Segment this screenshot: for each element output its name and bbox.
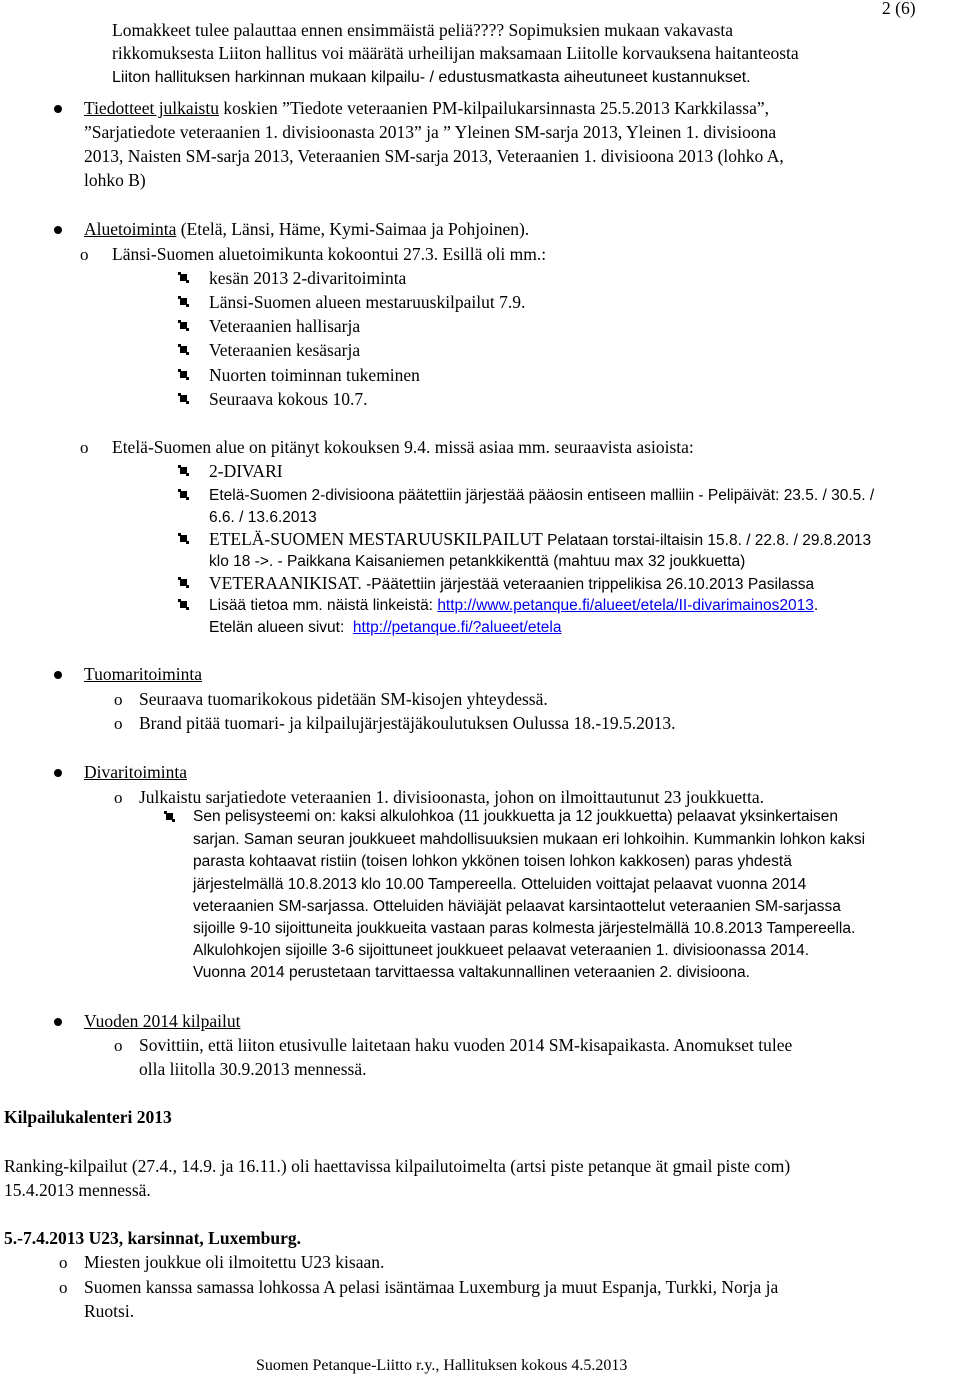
divari-sub-line: Alkulohkojen sijoille 3-6 sijoittuneet joukkueet pelaavat veteraanien 1. divisioonassa 2014.: [193, 942, 810, 959]
lansi-item: Veteraanien hallisarja: [209, 316, 361, 336]
bullet-dot: [54, 769, 62, 777]
divari-sub-line: Vuonna 2014 perustetaan tarvittaessa valtakunnallinen veteraanien 2. divisioona.: [193, 964, 750, 981]
divari-item: Julkaistu sarjatiedote veteraanien 1. divisioonasta, johon on ilmoittautunut 23 joukkuetta.: [139, 787, 765, 807]
circle-bullet: o: [80, 438, 89, 457]
u23-heading: 5.-7.4.2013 U23, karsinnat, Luxemburg.: [4, 1228, 302, 1248]
square-bullet: [180, 579, 187, 586]
vuoden-2014-line-2: olla liitolla 30.9.2013 mennessä.: [139, 1059, 367, 1079]
divari-sub-line: sijoille 9-10 sijoittuneita joukkueita vastaan paras kolmesta järjestelmällä 10.8.2013 Tampereella.: [193, 920, 856, 937]
divaritoiminta-title: Divaritoiminta: [84, 762, 188, 782]
circle-bullet: o: [59, 1253, 68, 1272]
square-bullet: [180, 346, 187, 353]
circle-bullet: o: [114, 714, 123, 733]
tuomari-item: Brand pitää tuomari- ja kilpailujärjestäjäkoulutuksen Oulussa 18.-19.5.2013.: [139, 713, 676, 733]
page-number: 2 (6): [882, 0, 916, 18]
circle-bullet: o: [59, 1278, 68, 1297]
tiedotteet-line-1: Tiedotteet julkaistu koskien ”Tiedote veteraanien PM-kilpailukarsinnasta 25.5.2013 Karkkilassa”,: [84, 98, 769, 118]
circle-bullet: o: [114, 690, 123, 709]
square-bullet: [180, 467, 187, 474]
etela-sivut-link[interactable]: http://petanque.fi/?alueet/etela: [352, 619, 562, 636]
square-bullet: [180, 274, 187, 281]
square-bullet: [180, 491, 187, 498]
lansi-item: Veteraanien kesäsarja: [209, 340, 361, 360]
bullet-dot: [54, 226, 62, 234]
intro-line-2: rikkomuksesta Liiton hallitus voi määrätä urheilijan maksamaan Liitolle korvauksena haitanteosta: [112, 43, 799, 63]
tuomari-item: Seuraava tuomarikokous pidetään SM-kisojen yhteydessä.: [139, 689, 548, 709]
lansi-item: kesän 2013 2-divaritoiminta: [209, 268, 407, 288]
circle-bullet: o: [114, 788, 123, 807]
etela-item-cont: Etelän alueen sivut: http://petanque.fi/?alueet/etela: [209, 619, 562, 636]
lansi-item: Länsi-Suomen alueen mestaruuskilpailut 7.9.: [209, 292, 526, 312]
ranking-line-2: 15.4.2013 mennessä.: [4, 1180, 151, 1200]
tiedotteet-title: Tiedotteet julkaistu: [84, 98, 219, 118]
etela-item-cont: klo 18 ->. - Paikkana Kaisaniemen petankkikenttä (mahtuu max 32 joukkuetta): [209, 553, 746, 570]
u23-item-cont: Ruotsi.: [84, 1301, 135, 1321]
circle-bullet: o: [80, 245, 89, 264]
lansi-item: Nuorten toiminnan tukeminen: [209, 365, 420, 385]
etela-item: 2-DIVARI: [209, 461, 283, 481]
etela-item-cont: 6.6. / 13.6.2013: [209, 509, 317, 526]
divarimainos-link[interactable]: http://www.petanque.fi/alueet/etela/II-divarimainos2013: [437, 597, 814, 614]
vuoden-2014-line-1: Sovittiin, että liiton etusivulle laitetaan haku vuoden 2014 SM-kisapaikasta. Anomukset tulee: [139, 1035, 793, 1055]
lansi-heading: Länsi-Suomen aluetoimikunta kokoontui 27.3. Esillä oli mm.:: [112, 244, 547, 264]
square-bullet: [166, 813, 173, 820]
bullet-dot: [54, 1018, 62, 1026]
square-bullet: [180, 322, 187, 329]
page-footer: Suomen Petanque-Liitto r.y., Hallituksen kokous 4.5.2013: [256, 1357, 628, 1374]
tiedotteet-line-2: ”Sarjatiedote veteraanien 1. divisioonasta 2013” ja ” Yleinen SM-sarja 2013, Yleinen 1. divisioona: [84, 122, 777, 142]
square-bullet: [180, 601, 187, 608]
aluetoiminta-title: Aluetoiminta: [84, 219, 177, 239]
square-bullet: [180, 371, 187, 378]
vuoden-2014-title: Vuoden 2014 kilpailut: [84, 1011, 241, 1031]
ranking-line-1: Ranking-kilpailut (27.4., 14.9. ja 16.11.) oli haettavissa kilpailutoimelta (artsi piste petanque ät gmail piste com): [4, 1156, 791, 1176]
tuomaritoiminta-title: Tuomaritoiminta: [84, 664, 202, 684]
intro-line-3: Liiton hallituksen harkinnan mukaan kilpailu- / edustusmatkasta aiheutuneet kustannukset.: [112, 69, 751, 86]
tiedotteet-line-3: 2013, Naisten SM-sarja 2013, Veteraanien SM-sarja 2013, Veteraanien 1. divisioona 2013 (lohko A,: [84, 146, 784, 166]
bullet-dot: [54, 105, 62, 113]
etela-item: ETELÄ-SUOMEN MESTARUUSKILPAILUT Pelataan torstai-iltaisin 15.8. / 22.8. / 29.8.2013: [209, 529, 872, 549]
divari-sub-line: järjestelmällä 10.8.2013 klo 10.00 Tampereella. Otteluiden voittajat pelaavat vuonna 2014: [193, 876, 807, 893]
divari-sub-line: sarjan. Saman seuran joukkueet mahdollisuuksien mukaan eri lohkoihin. Kummankin lohkon kaksi: [193, 831, 866, 848]
etela-item: Lisää tietoa mm. näistä linkeistä: http://www.petanque.fi/alueet/etela/II-divarimainos2013.: [209, 597, 819, 614]
square-bullet: [180, 535, 187, 542]
intro-line-1: Lomakkeet tulee palauttaa ennen ensimmäistä peliä???? Sopimuksien mukaan vakavasta: [112, 20, 734, 40]
aluetoiminta-line: Aluetoiminta (Etelä, Länsi, Häme, Kymi-Saimaa ja Pohjoinen).: [84, 219, 530, 239]
kalenteri-heading: Kilpailukalenteri 2013: [4, 1107, 172, 1127]
lansi-item: Seuraava kokous 10.7.: [209, 389, 368, 409]
square-bullet: [180, 298, 187, 305]
tiedotteet-line-4: lohko B): [84, 170, 146, 190]
divari-sub-line: veteraanien SM-sarjassa. Otteluiden häviäjät pelaavat karsintaottelut veteraanien SM-sarjassa: [193, 898, 841, 915]
circle-bullet: o: [114, 1036, 123, 1055]
etela-item: Etelä-Suomen 2-divisioona päätettiin järjestää pääosin entiseen malliin - Pelipäivät: 23.5. / 30.5. /: [209, 487, 875, 504]
u23-item: Miesten joukkue oli ilmoitettu U23 kisaan.: [84, 1252, 385, 1272]
etela-heading: Etelä-Suomen alue on pitänyt kokouksen 9.4. missä asiaa mm. seuraavista asioista:: [112, 437, 694, 457]
etela-item: VETERAANIKISAT. -Päätettiin järjestää veteraanien trippelikisa 26.10.2013 Pasilassa: [209, 573, 815, 593]
u23-item: Suomen kanssa samassa lohkossa A pelasi isäntämaa Luxemburg ja muut Espanja, Turkki, Norja ja: [84, 1277, 779, 1297]
square-bullet: [180, 395, 187, 402]
divari-sub-line: Sen pelisysteemi on: kaksi alkulohkoa (11 joukkuetta ja 12 joukkuetta) pelaavat yksinkertaisen: [193, 808, 839, 825]
divari-sub-line: parasta kohtaavat ristiin (toisen lohkon ykkönen toisen lohkon kakkosen) paras yhdestä: [193, 853, 792, 870]
bullet-dot: [54, 671, 62, 679]
